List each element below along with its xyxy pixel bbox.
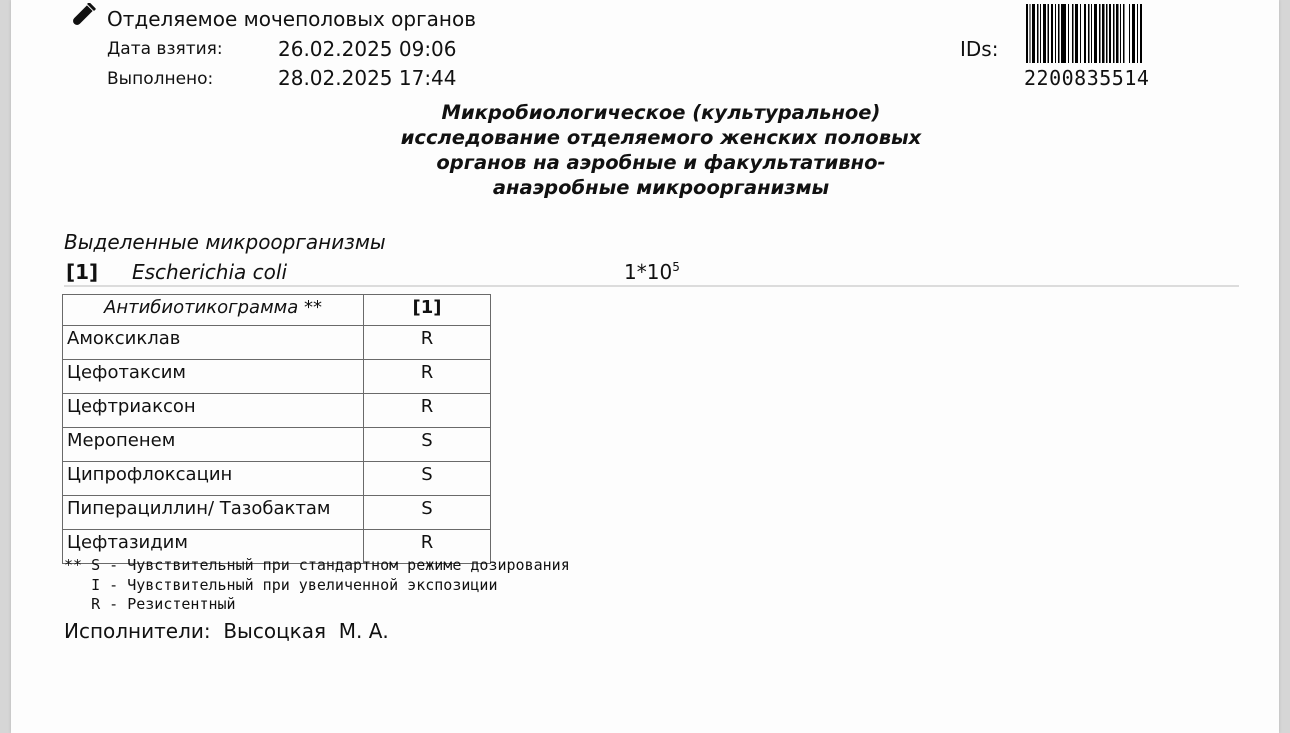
report-page [11,0,1279,733]
organism-number: [1] [66,260,99,284]
drug-name: Амоксиклав [63,326,364,360]
drug-name: Пиперациллин/ Тазобактам [63,496,364,530]
collected-date: 26.02.2025 09:06 [278,37,457,61]
report-title: Микробиологическое (культуральное) исследование отделяемого женских половых органов на аэробные и факультативно-анаэробные микроорганизмы [400,101,922,199]
drug-result: S [364,462,491,496]
drug-name: Цефтазидим [63,530,364,564]
drug-result: R [364,326,491,360]
legend-line-r: R - Резистентный [64,595,236,613]
drug-result: R [364,360,491,394]
header-organism-1: [1] [364,295,491,326]
performers-names: Высоцкая М. А. [223,619,389,643]
legend [64,556,570,615]
table-row [63,394,491,428]
sample-type: Отделяемое мочеполовых органов [107,7,476,31]
ids-label: IDs: [960,37,999,61]
drug-name: Цефотаксим [63,360,364,394]
drug-name: Цефтриаксон [63,394,364,428]
drug-result: S [364,496,491,530]
performers-label: Исполнители: [64,619,211,643]
table-row [63,496,491,530]
barcode-number: 2200835514 [1024,66,1150,90]
header-antibiogram: Антибиотикограмма ** [63,295,364,326]
table-row [63,462,491,496]
legend-line-s: ** S - Чувствительный при стандартном режиме дозирования [64,556,570,574]
drug-name: Ципрофлоксацин [63,462,364,496]
collected-label: Дата взятия: [107,39,223,59]
divider [64,285,1239,287]
drug-result: R [364,530,491,564]
drug-result: S [364,428,491,462]
isolated-heading: Выделенные микроорганизмы [64,230,386,254]
table-row [63,326,491,360]
count-base: 1*10 [624,260,673,284]
performers [64,619,389,643]
organism-count [624,260,680,284]
drug-name: Меропенем [63,428,364,462]
table-header-row [63,295,491,326]
table-row [63,360,491,394]
drug-result: R [364,394,491,428]
count-exponent: 5 [672,260,680,274]
table-row [63,428,491,462]
completed-date: 28.02.2025 17:44 [278,66,457,90]
organism-name: Escherichia coli [132,260,287,284]
test-tube-icon [68,3,96,29]
antibiogram-table [62,294,491,564]
legend-line-i: I - Чувствительный при увеличенной экспозиции [64,575,498,594]
barcode-image [1026,4,1142,63]
completed-label: Выполнено: [107,69,214,89]
